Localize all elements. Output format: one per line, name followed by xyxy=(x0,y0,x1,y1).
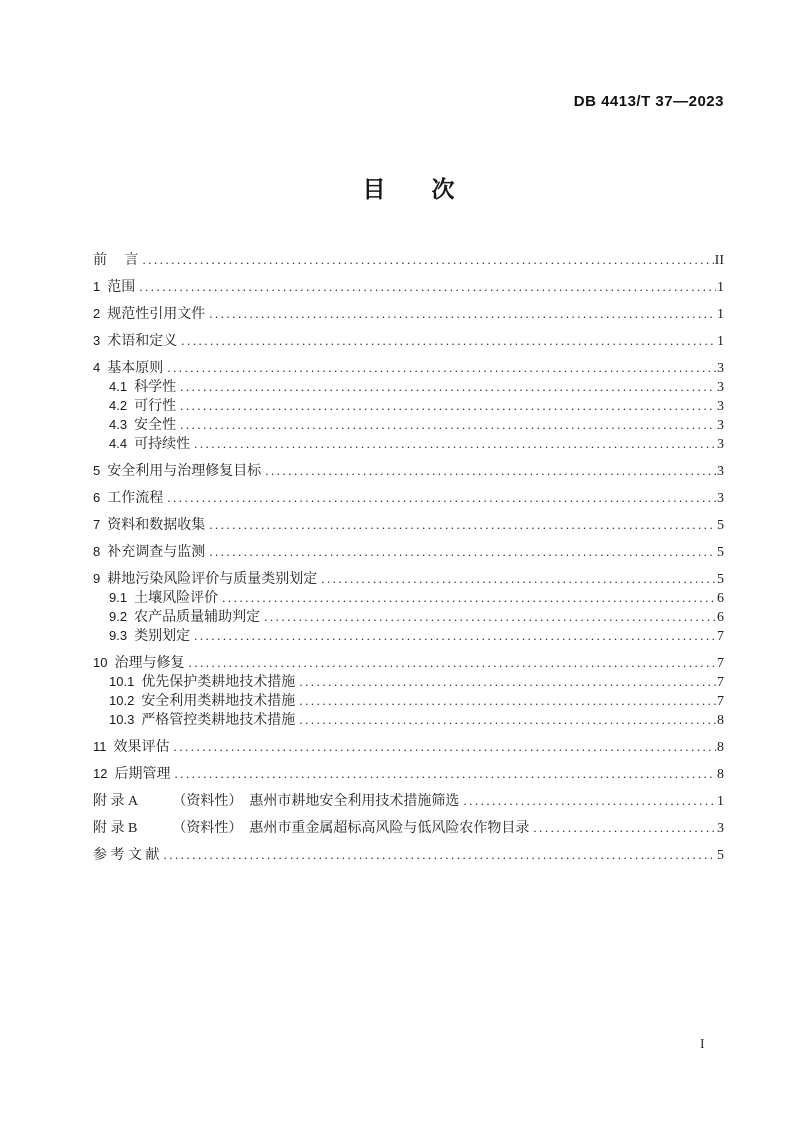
toc-entry-label: 安全利用与治理修复目标 xyxy=(107,464,262,479)
toc-entry[interactable] xyxy=(93,691,724,710)
toc-entry-number: 9 xyxy=(93,571,101,586)
toc-entry-number: 9.2 xyxy=(109,609,128,624)
toc-entry-page: 5 xyxy=(717,572,724,587)
toc-entry-label: 安全利用类耕地技术措施 xyxy=(141,694,296,709)
toc-entry-page: 3 xyxy=(717,491,724,506)
toc-leader-dots xyxy=(261,461,716,480)
toc-leader-dots xyxy=(177,331,716,350)
toc-entry-page: 3 xyxy=(717,399,724,414)
toc-entry[interactable] xyxy=(93,845,724,864)
toc-entry-page: 1 xyxy=(717,307,724,322)
toc-entry[interactable] xyxy=(93,569,724,588)
toc-leader-dots xyxy=(260,607,716,626)
toc-entry-page: 3 xyxy=(717,464,724,479)
document-header xyxy=(93,93,724,111)
toc-entry[interactable] xyxy=(93,737,724,756)
toc-entry[interactable] xyxy=(93,607,724,626)
toc-entry[interactable] xyxy=(93,377,724,396)
toc-entry-label: 补充调查与监测 xyxy=(107,545,206,560)
toc-entry-label: 优先保护类耕地技术措施 xyxy=(141,675,296,690)
toc-entry-label: 安全性 xyxy=(134,418,177,433)
toc-entry[interactable] xyxy=(93,653,724,672)
toc-entry-page: 6 xyxy=(717,610,724,625)
toc-entry-number: 10.3 xyxy=(109,712,135,727)
toc-leader-dots xyxy=(218,588,716,607)
toc-leader-dots xyxy=(160,845,717,864)
toc-entry-page: 5 xyxy=(717,518,724,533)
toc-entry[interactable] xyxy=(93,764,724,783)
toc-entry-page: 3 xyxy=(717,418,724,433)
toc-entry-number: 1 xyxy=(93,279,101,294)
toc-entry-number: 5 xyxy=(93,463,101,478)
toc-entry-label: 后期管理 xyxy=(114,767,171,782)
toc-entry[interactable] xyxy=(93,415,724,434)
toc-entry[interactable] xyxy=(93,588,724,607)
toc-entry-page: 8 xyxy=(717,740,724,755)
toc-entry-number: 4.4 xyxy=(109,436,128,451)
page-number: I xyxy=(700,1037,705,1052)
toc-entry-page: 3 xyxy=(717,361,724,376)
toc-entry[interactable] xyxy=(93,515,724,534)
toc-entry-label: 可持续性 xyxy=(134,437,191,452)
toc-entry-page: 5 xyxy=(717,545,724,560)
toc-entry-label: 严格管控类耕地技术措施 xyxy=(141,713,296,728)
toc-leader-dots xyxy=(139,250,714,269)
toc-entry-label: 参 考 文 献 xyxy=(93,848,160,863)
toc-entry-number: 10.2 xyxy=(109,693,135,708)
toc-entry-label: 工作流程 xyxy=(107,491,164,506)
toc-leader-dots xyxy=(163,358,716,377)
toc-entry-page: 3 xyxy=(717,380,724,395)
document-code: DB 4413/T 37—2023 xyxy=(573,93,724,110)
toc-entry-page: II xyxy=(714,253,724,268)
toc-entry-page: 8 xyxy=(717,713,724,728)
toc-leader-dots xyxy=(205,542,716,561)
toc-entry-page: 5 xyxy=(717,848,724,863)
toc-leader-dots xyxy=(135,277,716,296)
toc-entry-label: 农产品质量辅助判定 xyxy=(134,610,261,625)
toc-entry-label: 耕地污染风险评价与质量类别划定 xyxy=(107,572,318,587)
toc-entry-number: 2 xyxy=(93,306,101,321)
toc-leader-dots xyxy=(176,396,716,415)
toc-entry-number: 9.1 xyxy=(109,590,128,605)
toc-entry-label: 前 言 xyxy=(93,253,139,268)
toc-entry-number: 4.3 xyxy=(109,417,128,432)
toc-entry[interactable] xyxy=(93,358,724,377)
toc-leader-dots xyxy=(176,377,716,396)
toc-entry-number: 11 xyxy=(93,739,107,754)
toc-entry[interactable] xyxy=(93,277,724,296)
toc-entry-page: 1 xyxy=(717,794,724,809)
toc-entry[interactable] xyxy=(93,304,724,323)
toc-entry-label: 效果评估 xyxy=(113,740,170,755)
toc-entry-label: 资料和数据收集 xyxy=(107,518,206,533)
toc-entry-label: 基本原则 xyxy=(107,361,164,376)
toc-leader-dots xyxy=(170,764,716,783)
toc-entry[interactable] xyxy=(93,331,724,350)
toc-leader-dots xyxy=(205,515,716,534)
toc-entry-page: 8 xyxy=(717,767,724,782)
toc-entry-page: 7 xyxy=(717,675,724,690)
toc-entry-number: 4.1 xyxy=(109,379,128,394)
toc-entry-page: 1 xyxy=(717,280,724,295)
toc-entry-label: 术语和定义 xyxy=(107,334,178,349)
toc-leader-dots xyxy=(205,304,716,323)
toc-entry-number: 7 xyxy=(93,517,101,532)
toc-entry-label: 类别划定 xyxy=(134,629,191,644)
toc-entry[interactable] xyxy=(93,488,724,507)
toc-entry-label: 土壤风险评价 xyxy=(134,591,219,606)
toc-entry-number: 3 xyxy=(93,333,101,348)
toc-leader-dots xyxy=(317,569,716,588)
toc-entry[interactable] xyxy=(93,710,724,729)
toc-entry[interactable] xyxy=(93,626,724,645)
toc-leader-dots xyxy=(190,626,716,645)
toc-entry-page: 3 xyxy=(717,821,724,836)
toc-entry-number: 4 xyxy=(93,360,101,375)
toc-entry-label: 规范性引用文件 xyxy=(107,307,206,322)
toc-entry-page: 1 xyxy=(717,334,724,349)
toc-leader-dots xyxy=(459,791,716,810)
toc-entry-label: 附 录 A （资料性） 惠州市耕地安全利用技术措施筛选 xyxy=(93,794,460,809)
toc-entry[interactable] xyxy=(93,542,724,561)
toc-leader-dots xyxy=(170,737,717,756)
toc-leader-dots xyxy=(190,434,716,453)
page-title: 目 次 xyxy=(362,177,455,202)
toc-entry-page: 6 xyxy=(717,591,724,606)
toc-entry[interactable] xyxy=(93,818,724,837)
toc-entry[interactable] xyxy=(93,250,724,269)
toc-leader-dots xyxy=(184,653,716,672)
toc-entry-page: 3 xyxy=(717,437,724,452)
toc-entry-label: 附 录 B （资料性） 惠州市重金属超标高风险与低风险农作物目录 xyxy=(93,821,530,836)
toc-entry-label: 可行性 xyxy=(134,399,177,414)
toc-leader-dots xyxy=(295,710,716,729)
toc-entry-number: 10 xyxy=(93,655,108,670)
toc-entry-label: 范围 xyxy=(107,280,136,295)
toc-entry-number: 6 xyxy=(93,490,101,505)
toc-entry-page: 7 xyxy=(717,629,724,644)
toc-entry[interactable] xyxy=(93,434,724,453)
toc-leader-dots xyxy=(529,818,716,837)
toc-leader-dots xyxy=(176,415,716,434)
toc-leader-dots xyxy=(295,672,716,691)
toc-entry-number: 8 xyxy=(93,544,101,559)
toc-entry-number: 9.3 xyxy=(109,628,128,643)
toc-entry-number: 10.1 xyxy=(109,674,135,689)
toc-leader-dots xyxy=(295,691,716,710)
toc-entry[interactable] xyxy=(93,791,724,810)
toc-entry-number: 12 xyxy=(93,766,108,781)
toc-entry[interactable] xyxy=(93,672,724,691)
toc-entry-number: 4.2 xyxy=(109,398,128,413)
toc-entry-page: 7 xyxy=(717,656,724,671)
toc-entry[interactable] xyxy=(93,396,724,415)
toc-entry-page: 7 xyxy=(717,694,724,709)
toc xyxy=(93,250,724,864)
toc-leader-dots xyxy=(163,488,716,507)
toc-entry[interactable] xyxy=(93,461,724,480)
toc-entry-label: 治理与修复 xyxy=(114,656,185,671)
toc-entry-label: 科学性 xyxy=(134,380,177,395)
